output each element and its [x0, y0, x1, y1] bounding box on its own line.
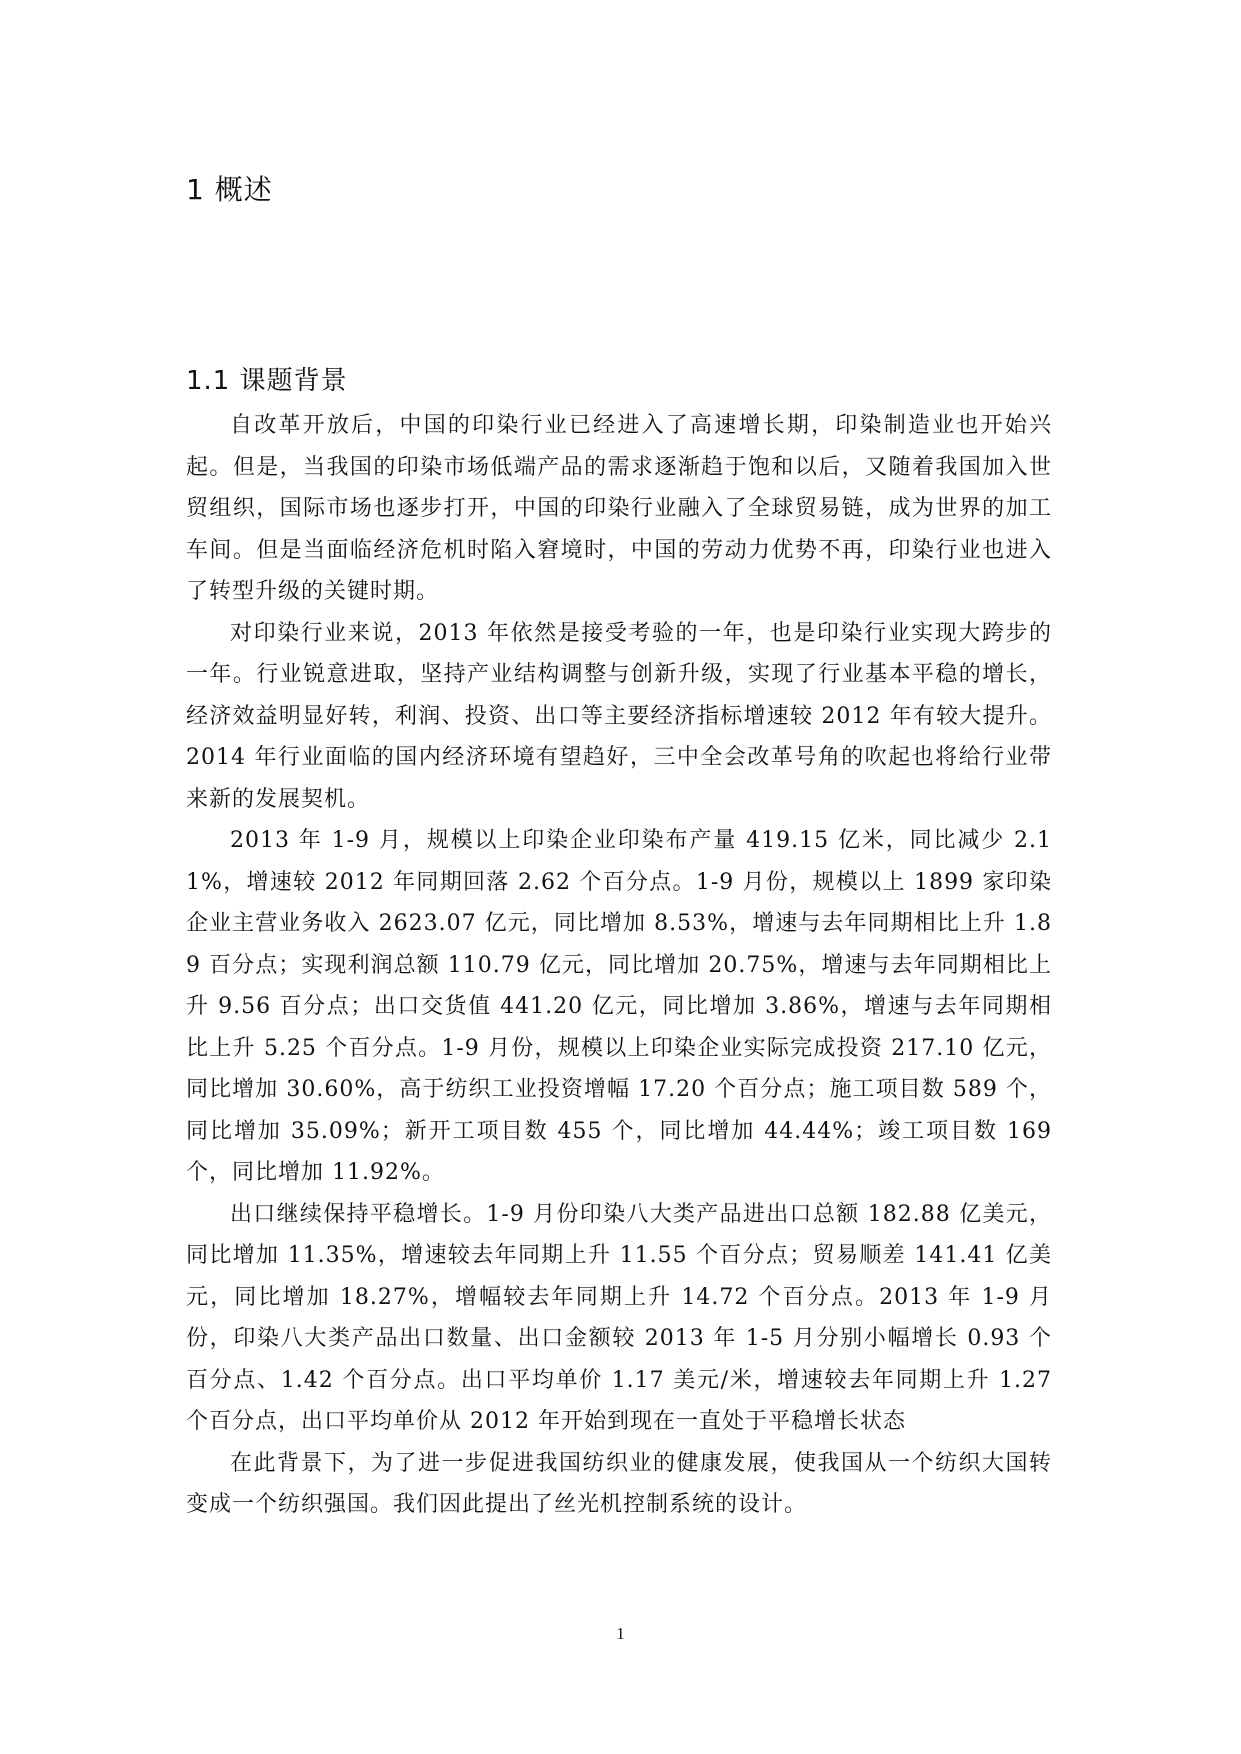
section-title: 1.1 课题背景	[186, 366, 348, 396]
page-number: 1	[616, 1624, 625, 1643]
chapter-title: 1 概述	[186, 173, 273, 206]
paragraph-design-motivation: 在此背景下，为了进一步促进我国纺织业的健康发展，使我国从一个纺织大国转变成一个纺织强国。我们因此提出了丝光机控制系统的设计。	[186, 1450, 1052, 1517]
paragraph-export-statistics: 出口继续保持平稳增长。1-9 月份印染八大类产品进出口总额 182.88 亿美元，同比增加 11.35%，增速较去年同期上升 11.55 个百分点；贸易顺差 141.41 亿美元，同比增加 18.27%，增幅较去年同期上升 14.72 个百分点。2013 年 1-9 月份，印染八大类产品出口数量、出口金额较 2013 年 1-5 月分别小幅增长 0.93 个百分点、1.42 个百分点。出口平均单价 1.17 美元/米，增速较去年同期上升 1.27 个百分点，出口平均单价从 2012 年开始到现在一直处于平稳增长状态	[186, 1201, 1052, 1434]
paragraph-reform-background: 自改革开放后，中国的印染行业已经进入了高速增长期，印染制造业也开始兴起。但是，当我国的印染市场低端产品的需求逐渐趋于饱和以后，又随着我国加入世贸组织，国际市场也逐步打开，中国的印染行业融入了全球贸易链，成为世界的加工车间。但是当面临经济危机时陷入窘境时，中国的劳动力优势不再，印染行业也进入了转型升级的关键时期。	[186, 413, 1052, 604]
section-body	[186, 405, 1052, 1526]
paragraph-production-statistics: 2013 年 1-9 月，规模以上印染企业印染布产量 419.15 亿米，同比减少 2.11%，增速较 2012 年同期回落 2.62 个百分点。1-9 月份，规模以上 1899 家印染企业主营业务收入 2623.07 亿元，同比增加 8.53%，增速与去年同期相比上升 1.89 百分点；实现利润总额 110.79 亿元，同比增加 20.75%，增速与去年同期相比上升 9.56 百分点；出口交货值 441.20 亿元，同比增加 3.86%，增速与去年同期相比上升 5.25 个百分点。1-9 月份，规模以上印染企业实际完成投资 217.10 亿元，同比增加 30.60%，高于纺织工业投资增幅 17.20 个百分点；施工项目数 589 个，同比增加 35.09%；新开工项目数 455 个，同比增加 44.44%；竣工项目数 169 个，同比增加 11.92%。	[186, 828, 1052, 1185]
paragraph-2013-overview: 对印染行业来说，2013 年依然是接受考验的一年，也是印染行业实现大跨步的一年。行业锐意进取，坚持产业结构调整与创新升级，实现了行业基本平稳的增长，经济效益明显好转，利润、投资、出口等主要经济指标增速较 2012 年有较大提升。2014 年行业面临的国内经济环境有望趋好，三中全会改革号角的吹起也将给行业带来新的发展契机。	[186, 620, 1052, 812]
